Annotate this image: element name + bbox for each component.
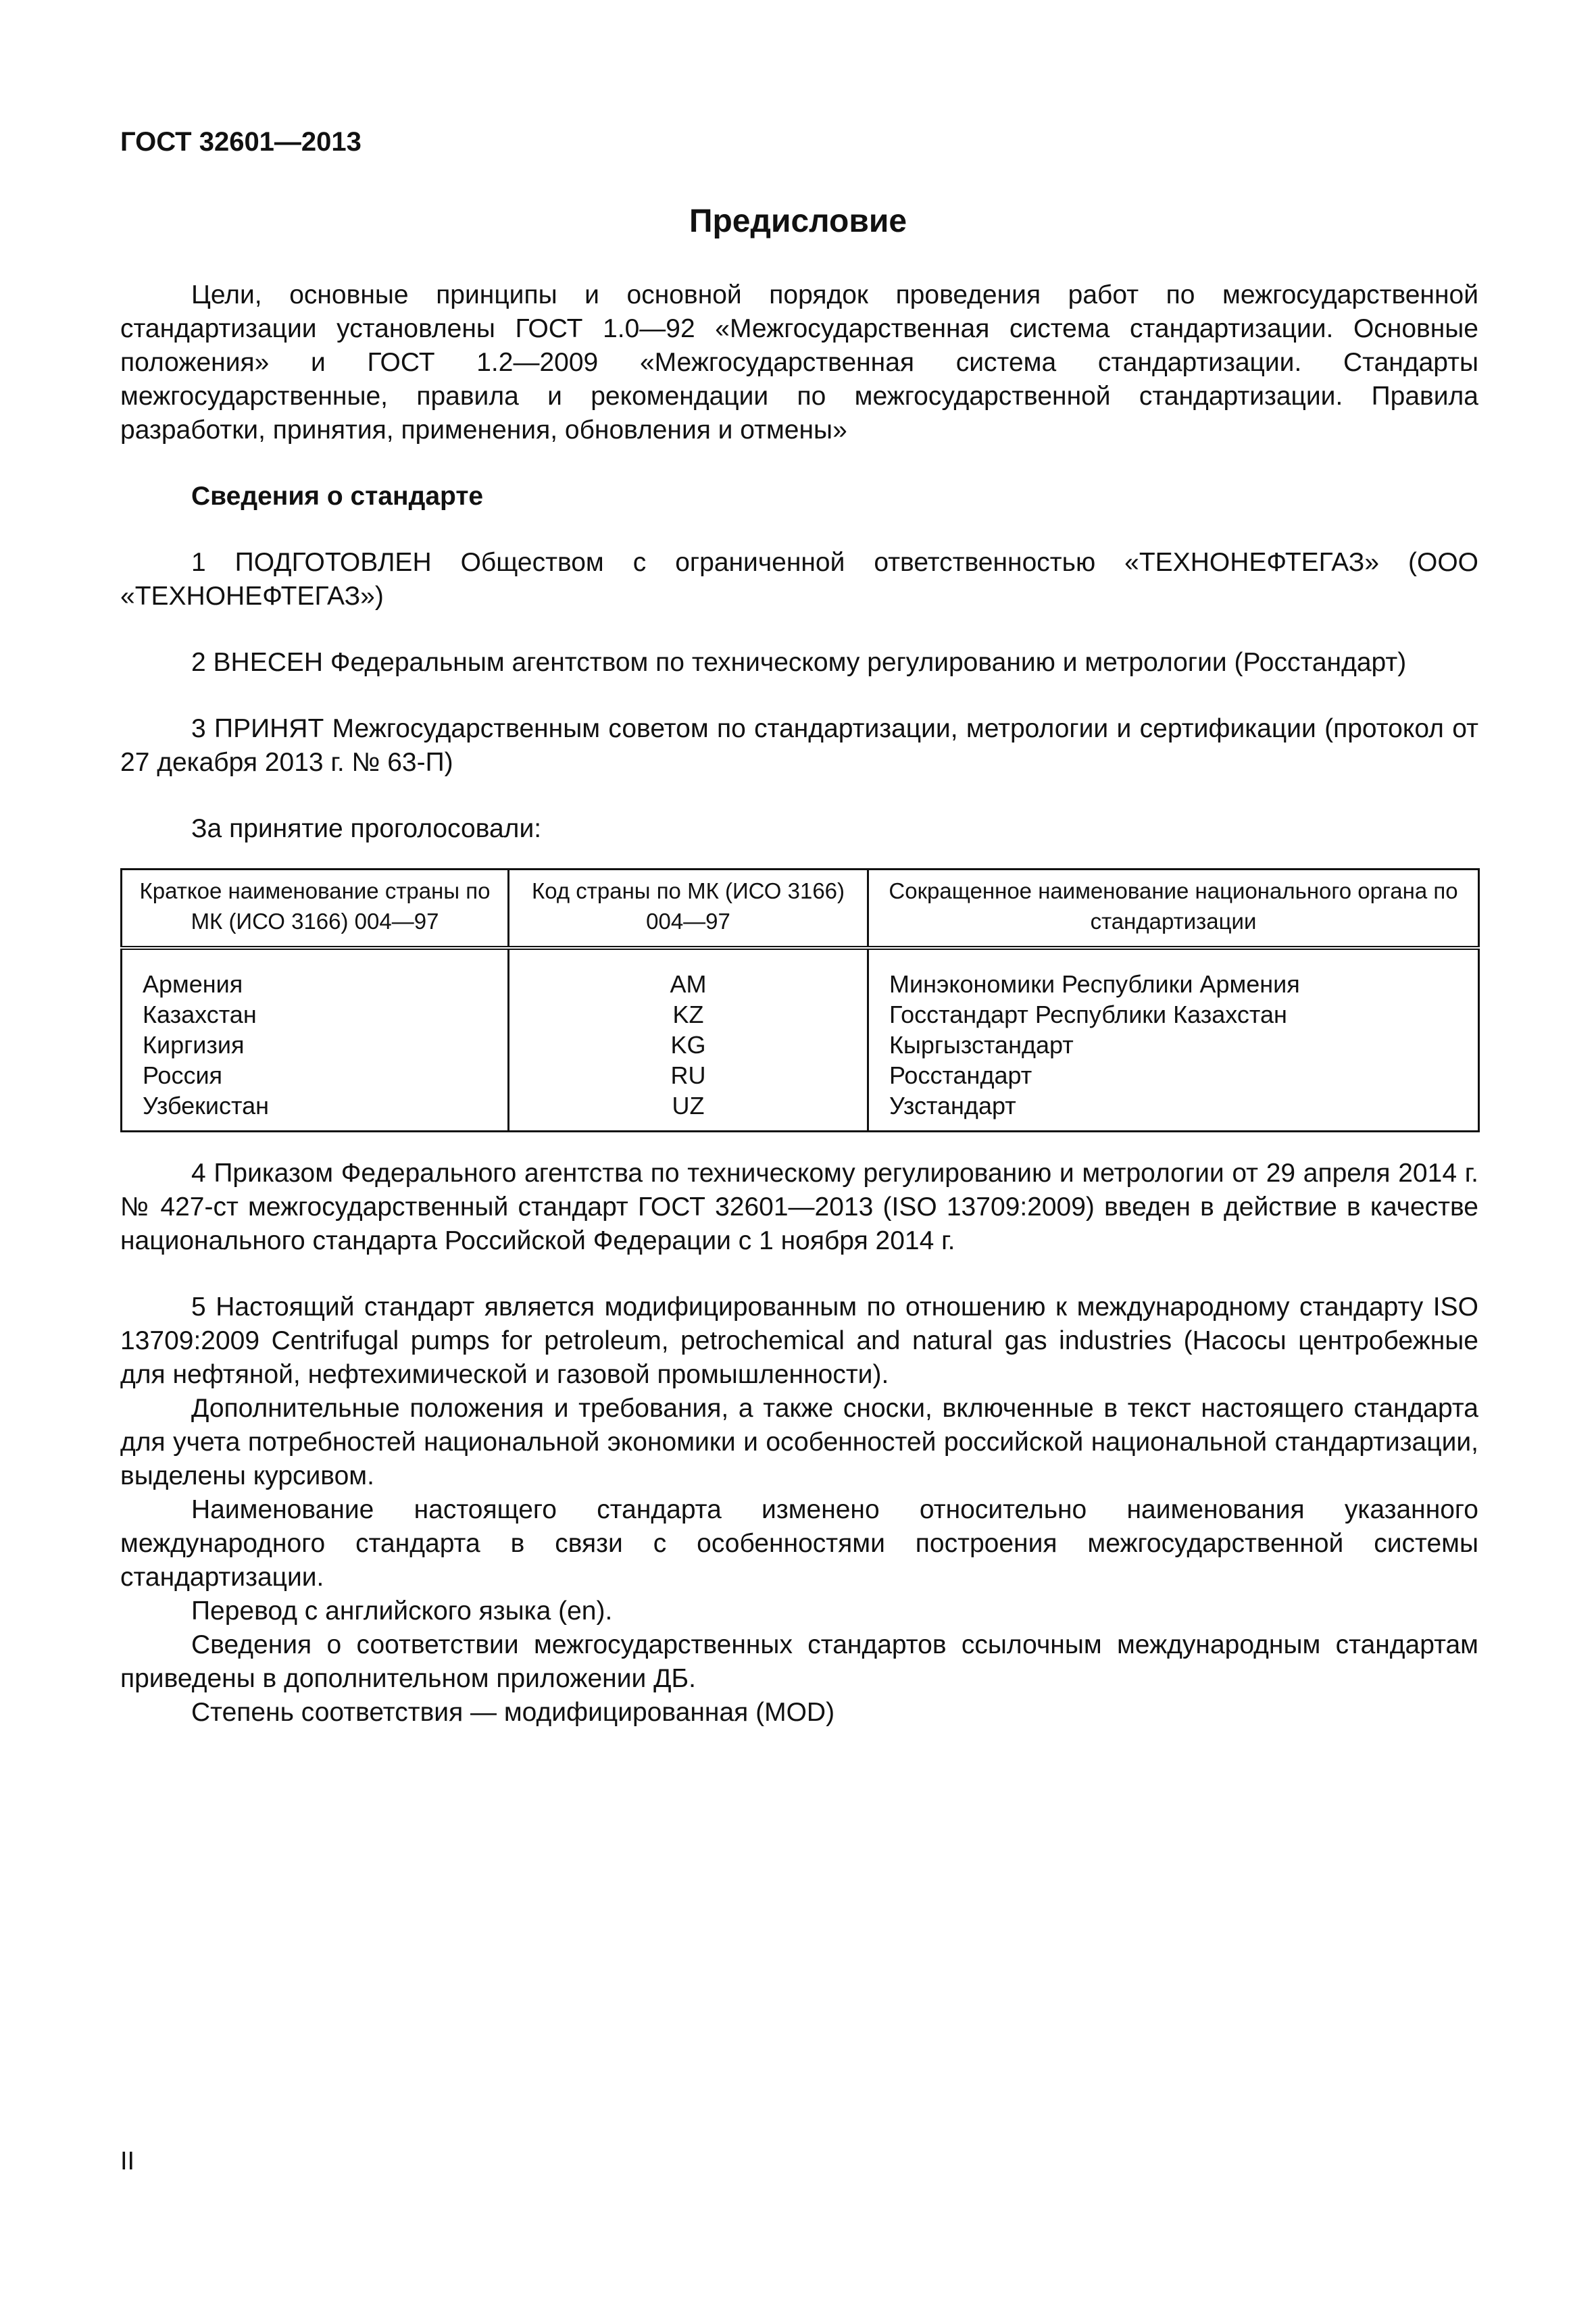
intro-paragraph: Цели, основные принципы и основной порядок проведения работ по межгосударственной стандартизации установлены ГОСТ 1.0—92 «Межгосударственная система стандартизации. Основные положения» и ГОСТ 1.2—2009 «Межгосударственная система стандартизации. Стандарты межгосударственные, правила и рекомендации по межгосударственной стандартизации. Правила разработки, принятия, применения, обновления и отмены» (120, 280, 1478, 445)
table-row (122, 999, 1479, 1030)
standard-info-heading: Сведения о стандарте (191, 482, 484, 511)
table-row (122, 948, 1479, 999)
cell-code: KZ (509, 999, 868, 1030)
item-1-prepared: 1 ПОДГОТОВЛЕН Обществом с ограниченной ответственностью «ТЕХНОНЕФТЕГАЗ» (ООО «ТЕХНОНЕФТЕГАЗ») (120, 548, 1478, 611)
item-4-order: 4 Приказом Федерального агентства по техническому регулированию и метрологии от 29 апреля 2014 г. № 427-ст межгосударственный стандарт ГОСТ 32601—2013 (ISO 13709:2009) введен в действие в качестве национального стандарта Российской Федерации с 1 ноября 2014 г. (120, 1159, 1478, 1255)
intro-section (120, 278, 1478, 846)
cell-national-body: Минэкономики Республики Армения (868, 948, 1479, 999)
cell-code: UZ (509, 1090, 868, 1132)
document-header: ГОСТ 32601—2013 (120, 127, 361, 157)
item-3-adopted: 3 ПРИНЯТ Межгосударственным советом по стандартизации, метрологии и сертификации (протокол от 27 декабря 2013 г. № 63-П) (120, 714, 1478, 777)
cell-national-body: Росстандарт (868, 1060, 1479, 1090)
table-row (122, 1090, 1479, 1132)
cell-country: Россия (122, 1060, 509, 1090)
item-5-additional: Дополнительные положения и требования, а также сноски, включенные в текст настоящего стандарта для учета потребностей национальной экономики и особенностей российской национальной стандартизации, выделены курсивом. (120, 1394, 1478, 1490)
item-5-name-change: Наименование настоящего стандарта изменено относительно наименования указанного международного стандарта в связи с особенностями построения межгосударственной системы стандартизации. (120, 1495, 1478, 1592)
item-5-modified: 5 Настоящий стандарт является модифицированным по отношению к международному стандарту ISO 13709:2009 Centrifugal pumps for petroleum, petrochemical and natural gas industries (Насосы центробежные для нефтяной, нефтехимической и газовой промышленности). (120, 1292, 1478, 1389)
cell-country: Киргизия (122, 1030, 509, 1060)
item-5-references: Сведения о соответствии межгосударственных стандартов ссылочным международным стандартам приведены в дополнительном приложении ДБ. (120, 1630, 1478, 1693)
cell-country: Узбекистан (122, 1090, 509, 1132)
cell-national-body: Узстандарт (868, 1090, 1479, 1132)
table-row (122, 1060, 1479, 1090)
cell-country: Казахстан (122, 999, 509, 1030)
header-code: Код страны по МК (ИСО 3166) 004—97 (509, 870, 868, 949)
cell-national-body: Кыргызстандарт (868, 1030, 1479, 1060)
item-5-translation: Перевод с английского языка (en). (191, 1596, 613, 1626)
voted-label: За принятие проголосовали: (191, 814, 542, 843)
cell-country: Армения (122, 948, 509, 999)
cell-code: RU (509, 1060, 868, 1090)
header-country: Краткое наименование страны по МК (ИСО 3166) 004—97 (122, 870, 509, 949)
table-header-row (122, 870, 1479, 949)
page-title: Предисловие (689, 203, 907, 239)
cell-national-body: Госстандарт Республики Казахстан (868, 999, 1479, 1030)
cell-code: KG (509, 1030, 868, 1060)
item-5-degree: Степень соответствия — модифицированная (MOD) (191, 1698, 835, 1727)
header-national-body: Сокращенное наименование национального органа по стандартизации (868, 870, 1479, 949)
cell-code: AM (509, 948, 868, 999)
member-states-table (120, 868, 1480, 1132)
page-number: II (120, 2147, 135, 2175)
table-row (122, 1030, 1479, 1060)
enactment-section (120, 1157, 1478, 1730)
item-2-submitted: 2 ВНЕСЕН Федеральным агентством по техническому регулированию и метрологии (Росстандарт) (191, 648, 1407, 677)
